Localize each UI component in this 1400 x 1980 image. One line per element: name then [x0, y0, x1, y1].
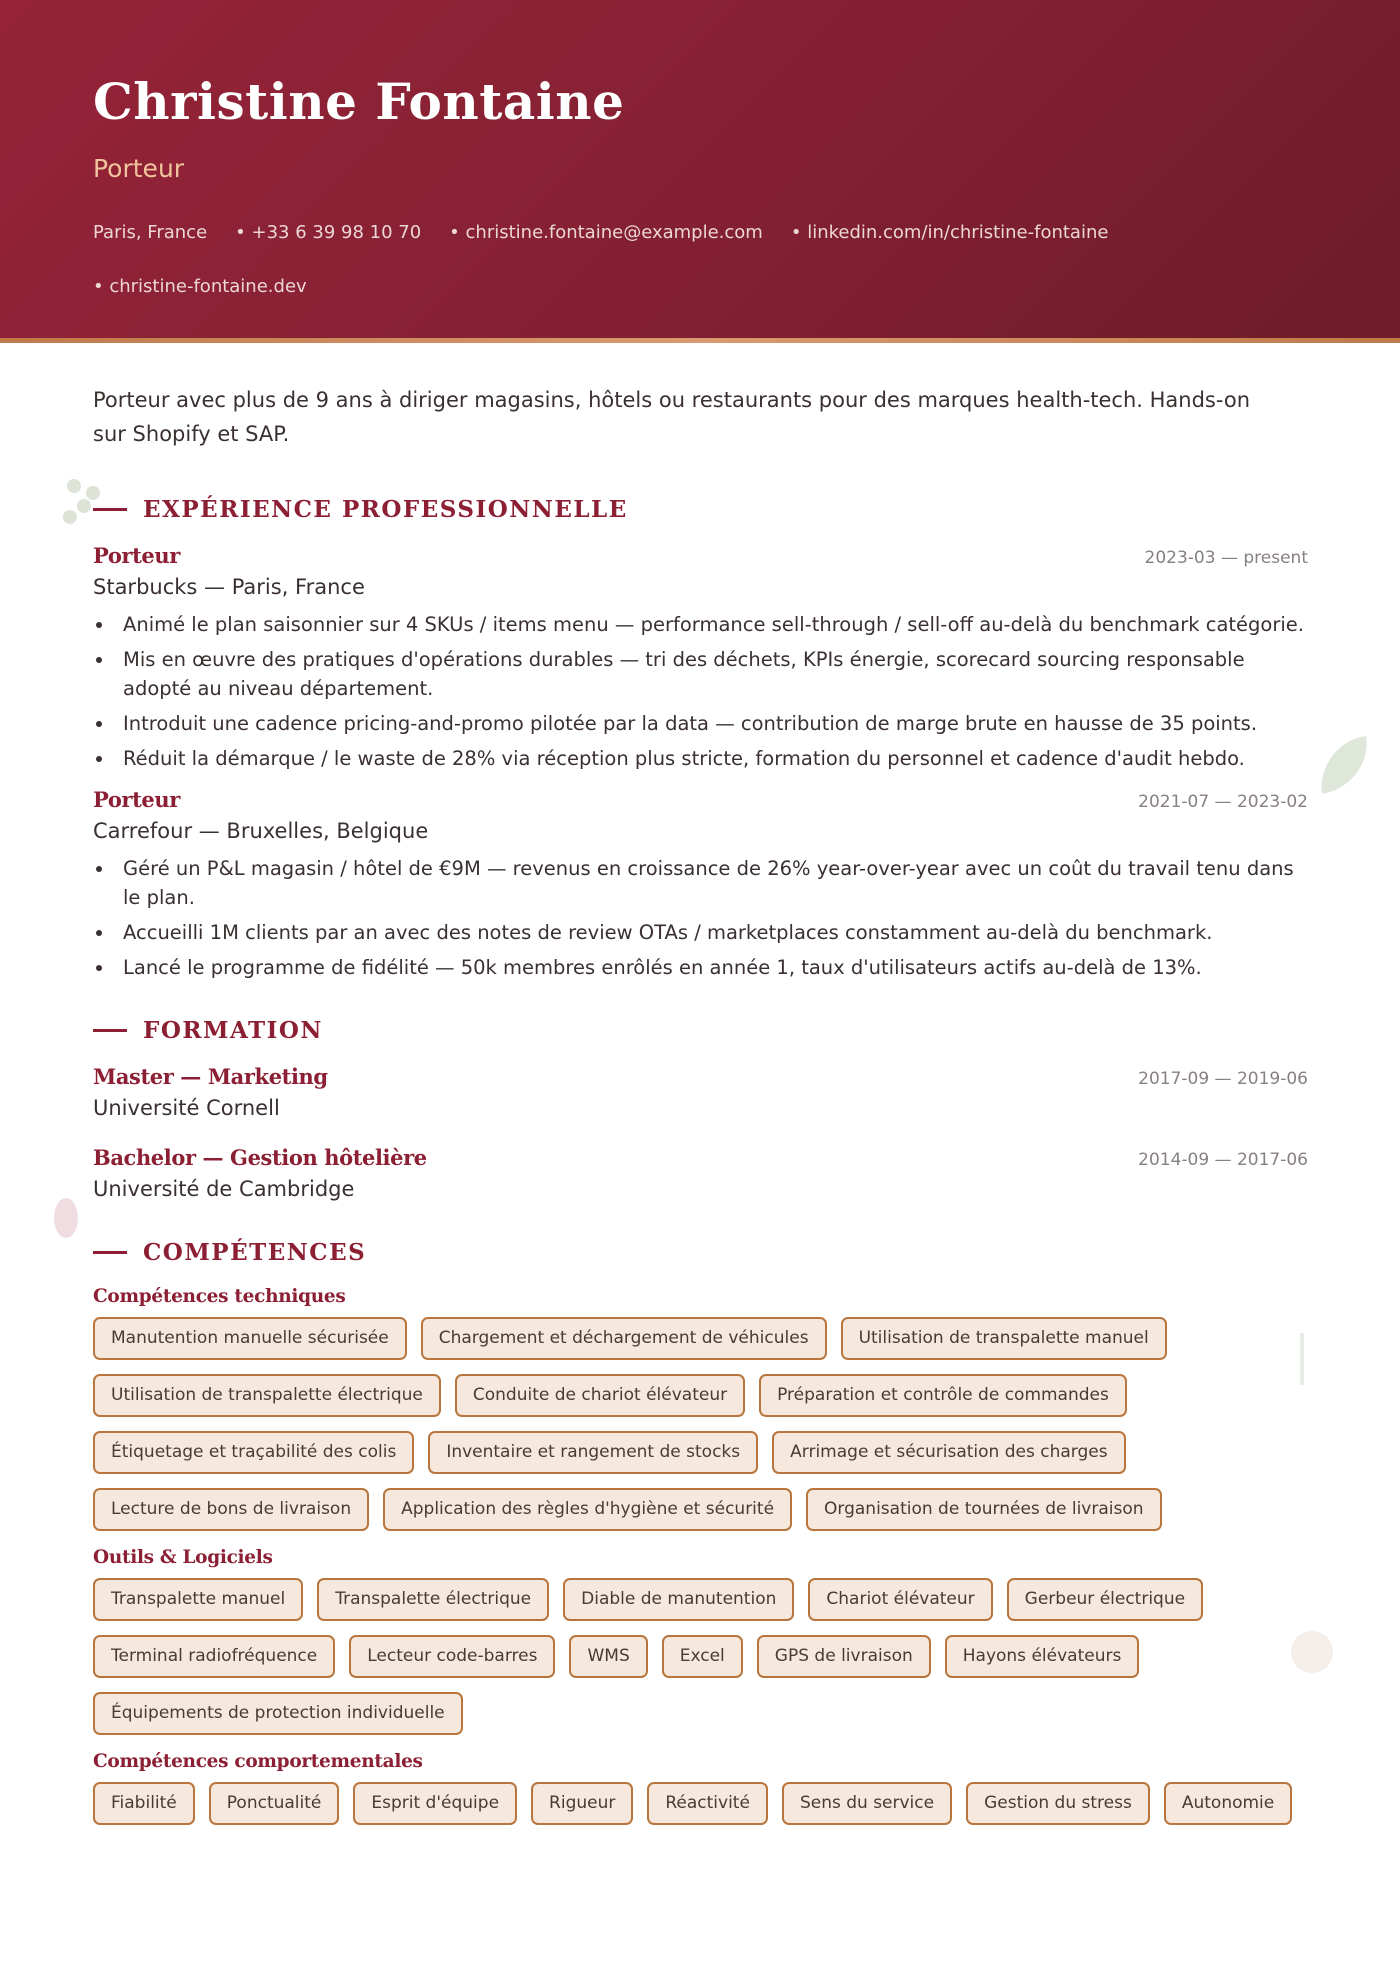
skill-group-title: Outils & Logiciels: [93, 1547, 273, 1568]
job-entry: [93, 543, 1308, 773]
job-title: Porteur: [93, 787, 180, 812]
skill-chip: Réactivité: [647, 1782, 768, 1825]
job-bullets: [93, 854, 1308, 982]
education-entry: [93, 1145, 1308, 1204]
job-bullet: Réduit la démarque / le waste de 28% via réception plus stricte, formation du personnel et cadence d'audit hebdo.: [93, 744, 1308, 773]
section-title-education: [93, 1010, 1308, 1050]
skill-chips-technical: [93, 1317, 1308, 1545]
job-bullet: Introduit une cadence pricing-and-promo pilotée par la data — contribution de marge brute en hausse de 35 points.: [93, 709, 1308, 738]
education-entry: [93, 1064, 1308, 1123]
section-title-experience: [93, 489, 1308, 529]
job-bullets: [93, 610, 1308, 773]
degree-title: Master — Marketing: [93, 1064, 328, 1089]
contact-list: [93, 206, 1333, 314]
skill-chip: Organisation de tournées de livraison: [806, 1488, 1161, 1531]
contact-email[interactable]: • christine.fontaine@example.com: [449, 206, 763, 260]
contact-location: Paris, France: [93, 222, 208, 243]
degree-school: Université de Cambridge: [93, 1177, 355, 1201]
job-entry: [93, 787, 1308, 982]
section-dash: [93, 1029, 127, 1032]
skill-group-title: Compétences comportementales: [93, 1751, 423, 1772]
section-title-skills: [93, 1232, 1308, 1272]
skill-chip: Fiabilité: [93, 1782, 195, 1825]
skill-chip: Ponctualité: [209, 1782, 340, 1825]
skill-group-title: Compétences techniques: [93, 1286, 346, 1307]
contact-phone: • +33 6 39 98 10 70: [235, 206, 421, 260]
summary: Porteur avec plus de 9 ans à diriger magasins, hôtels ou restaurants pour des marques health-tech. Hands-on sur Shopify et SAP.: [93, 388, 1250, 446]
skill-chip: Rigueur: [531, 1782, 633, 1825]
job-date: 2023-03 — present: [1144, 548, 1308, 568]
skill-chip: Équipements de protection individuelle: [93, 1692, 463, 1735]
skill-chip: Gestion du stress: [966, 1782, 1150, 1825]
skill-chip: Lecteur code-barres: [349, 1635, 555, 1678]
candidate-name: Christine Fontaine: [93, 72, 625, 131]
section-dash: [93, 1251, 127, 1254]
skill-chip: Chargement et déchargement de véhicules: [421, 1317, 827, 1360]
skill-chip: Conduite de chariot élévateur: [455, 1374, 745, 1417]
job-bullet: Accueilli 1M clients par an avec des notes de review OTAs / marketplaces constamment au-delà du benchmark.: [93, 918, 1308, 947]
skill-chip: Gerbeur électrique: [1007, 1578, 1203, 1621]
skill-chip: Utilisation de transpalette manuel: [841, 1317, 1167, 1360]
job-bullet: Animé le plan saisonnier sur 4 SKUs / items menu — performance sell-through / sell-off au-delà du benchmark catégorie.: [93, 610, 1308, 639]
skill-chip: Sens du service: [782, 1782, 952, 1825]
skill-chip: WMS: [569, 1635, 647, 1678]
skill-chip: Inventaire et rangement de stocks: [428, 1431, 758, 1474]
section-heading: COMPÉTENCES: [143, 1238, 367, 1266]
section-dash: [93, 508, 127, 511]
skill-chip: Utilisation de transpalette électrique: [93, 1374, 441, 1417]
section-heading: EXPÉRIENCE PROFESSIONNELLE: [143, 495, 628, 523]
degree-title: Bachelor — Gestion hôtelière: [93, 1145, 427, 1170]
contact-website[interactable]: • christine-fontaine.dev: [93, 260, 307, 314]
skill-chip: Autonomie: [1164, 1782, 1292, 1825]
skill-chip: Transpalette manuel: [93, 1578, 303, 1621]
resume-content: [93, 383, 1308, 1839]
skill-chip: Étiquetage et traçabilité des colis: [93, 1431, 414, 1474]
skill-chip: Transpalette électrique: [317, 1578, 549, 1621]
job-title: Porteur: [93, 543, 180, 568]
skill-chip: Chariot élévateur: [808, 1578, 992, 1621]
contact-linkedin[interactable]: • linkedin.com/in/christine-fontaine: [791, 206, 1109, 260]
skill-chip: Lecture de bons de livraison: [93, 1488, 369, 1531]
degree-date: 2017-09 — 2019-06: [1138, 1069, 1308, 1089]
resume-header: [0, 0, 1400, 338]
skill-chip: Application des règles d'hygiène et sécurité: [383, 1488, 792, 1531]
header-divider: [0, 338, 1400, 343]
job-bullet: Lancé le programme de fidélité — 50k membres enrôlés en année 1, taux d'utilisateurs actifs au-delà de 13%.: [93, 953, 1308, 982]
leaf-decoration-icon: [1314, 732, 1374, 798]
job-bullet: Géré un P&L magasin / hôtel de €9M — revenus en croissance de 26% year-over-year avec un coût du travail tenu dans le plan.: [93, 854, 1308, 912]
skill-chip: Hayons élévateurs: [945, 1635, 1140, 1678]
job-date: 2021-07 — 2023-02: [1138, 792, 1308, 812]
skill-chip: Arrimage et sécurisation des charges: [772, 1431, 1125, 1474]
job-bullet: Mis en œuvre des pratiques d'opérations durables — tri des déchets, KPIs énergie, scorecard sourcing responsable adopté au niveau département.: [93, 645, 1308, 703]
skill-chip: Diable de manutention: [563, 1578, 794, 1621]
degree-school: Université Cornell: [93, 1096, 280, 1120]
section-heading: FORMATION: [143, 1016, 323, 1044]
job-company: Starbucks — Paris, France: [93, 575, 365, 599]
skill-chip: Préparation et contrôle de commandes: [759, 1374, 1127, 1417]
candidate-role: Porteur: [93, 154, 185, 183]
skill-chip: Terminal radiofréquence: [93, 1635, 335, 1678]
skill-chip: GPS de livraison: [757, 1635, 931, 1678]
skill-chip: Excel: [662, 1635, 743, 1678]
job-company: Carrefour — Bruxelles, Belgique: [93, 819, 429, 843]
skill-chip: Esprit d'équipe: [353, 1782, 517, 1825]
skill-chips-tools: [93, 1578, 1308, 1749]
petal-decoration-icon: [52, 1196, 82, 1240]
degree-date: 2014-09 — 2017-06: [1138, 1150, 1308, 1170]
skill-chips-soft: [93, 1782, 1308, 1839]
skill-chip: Manutention manuelle sécurisée: [93, 1317, 407, 1360]
